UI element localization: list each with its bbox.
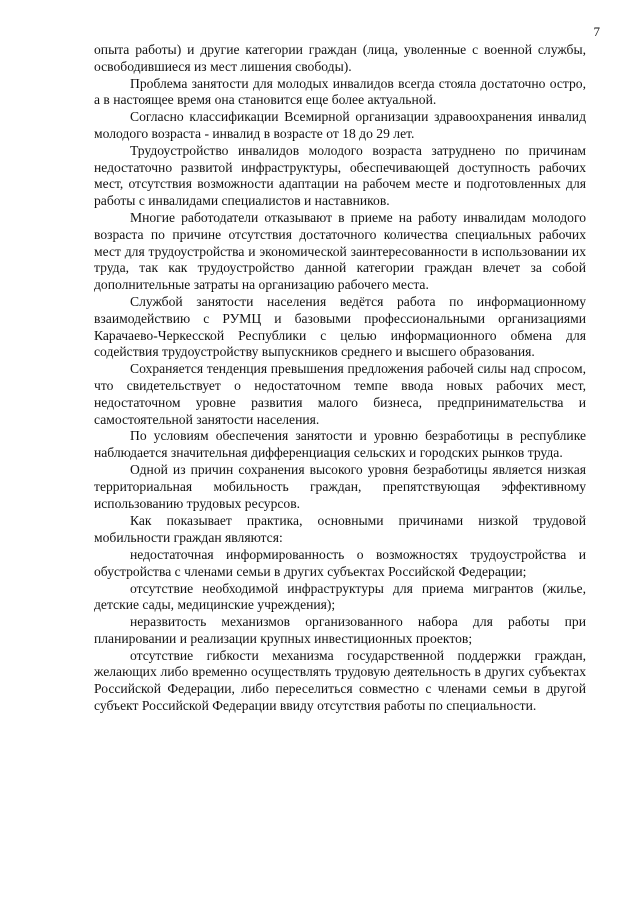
paragraph-labor-supply-trend: Сохраняется тенденция превышения предложения рабочей силы над спросом, что свидетельствует о недостаточном темпе ввода новых рабочих мест, недостаточном уровне развития малого бизнеса, предпринимательства и самостоятельной занятости населения. xyxy=(94,361,586,427)
list-item-recruitment-mechanisms: неразвитость механизмов организованного набора для работы при планировании и реализации крупных инвестиционных проектов; xyxy=(94,614,586,646)
list-item-infrastructure: отсутствие необходимой инфраструктуры для приема мигрантов (жилье, детские сады, медицинские учреждения); xyxy=(94,580,586,613)
paragraph-market-differentiation: По условиям обеспечения занятости и уровню безработицы в республике наблюдается значительная дифференциация сельских и городских рынков труда. xyxy=(94,428,586,461)
list-item-state-support: отсутствие гибкости механизма государственной поддержки граждан, желающих либо временно осуществлять трудовую деятельность в других субъектах Российской Федерации, либо переселиться совместно с членами семьи в другой субъект Российской Федерации ввиду отсутствия работы по специальности. xyxy=(94,647,586,714)
page-number: 7 xyxy=(593,24,600,39)
paragraph-continuation: опыта работы) и другие категории граждан (лица, уволенные с военной службы, освободившиеся из мест лишения свободы). xyxy=(94,42,586,74)
paragraph-employment-service-cooperation: Службой занятости населения ведётся работа по информационному взаимодействию с РУМЦ и базовыми профессиональными организациями Карачаево-Черкесской Республики с целью информационного обмена для содействия трудоустройству выпускников среднего и высшего образования. xyxy=(94,293,586,360)
paragraph-youth-disability-employment-problem: Проблема занятости для молодых инвалидов всегда стояла достаточно остро, а в настоящее время она становится еще более актуальной. xyxy=(94,75,586,108)
document-body xyxy=(94,42,586,715)
paragraph-employment-difficulties: Трудоустройство инвалидов молодого возраста затруднено по причинам недостаточно развитой инфраструктуры, обеспечивающей доступность рабочих мест, отсутствия возможности адаптации на рабочем месте и подготовленных для работы с инвалидами специалистов и наставников. xyxy=(94,142,586,209)
list-item-information-gap: недостаточная информированность о возможностях трудоустройства и обустройства с членами семьи в других субъектах Российской Федерации; xyxy=(94,546,586,579)
paragraph-who-classification: Согласно классификации Всемирной организации здравоохранения инвалид молодого возраста - инвалид в возрасте от 18 до 29 лет. xyxy=(94,109,586,141)
paragraph-territorial-mobility: Одной из причин сохранения высокого уровня безработицы является низкая территориальная мобильность граждан, препятствующая эффективному использованию трудовых ресурсов. xyxy=(94,461,586,511)
paragraph-employers-refusal: Многие работодатели отказывают в приеме на работу инвалидам молодого возраста по причине отсутствия достаточного количества специальных рабочих мест для трудоустройства и экономической заинтересованности в использовании их труда, так как трудоустройство данной категории граждан влечет за собой дополнительные затраты на организацию рабочего места. xyxy=(94,209,586,293)
paragraph-mobility-causes-intro: Как показывает практика, основными причинами низкой трудовой мобильности граждан являются: xyxy=(94,513,586,546)
